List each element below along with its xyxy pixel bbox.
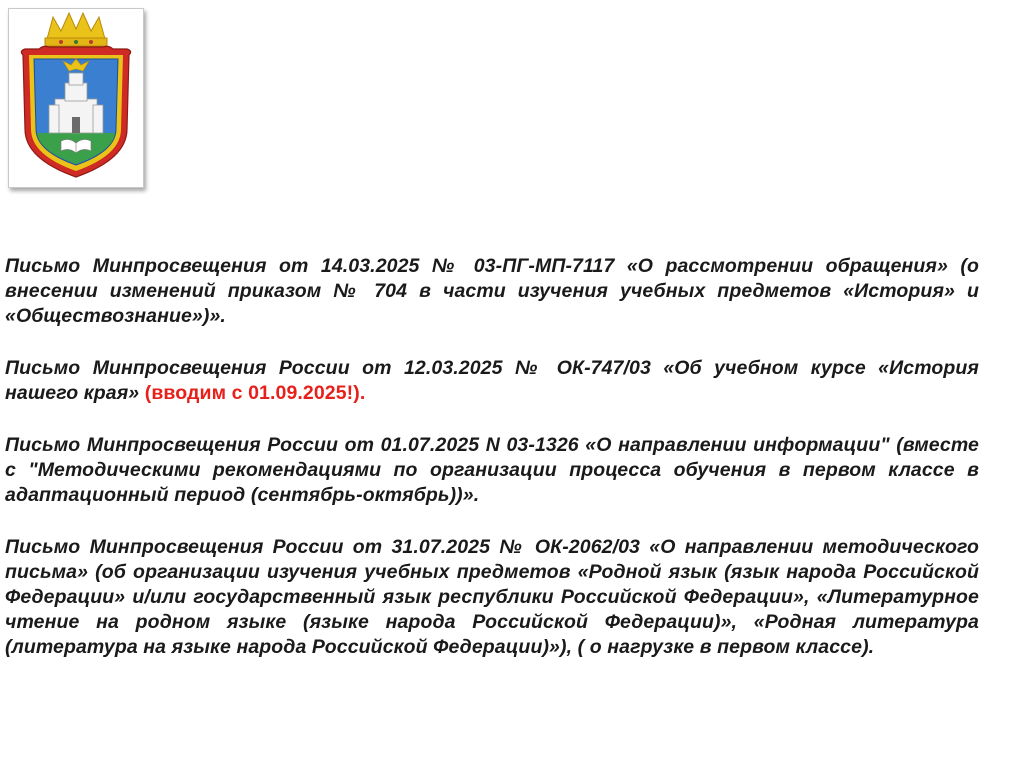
letter-text: Письмо Минпросвещения России от 31.07.2025 № ОК-2062/03 «О направлении методического письма» (об организации изучения учебных предметов «Родной язык (язык народа Российской Федерации» и/или государственный язык республики Российской Федерации», «Литературное чтение на родном языке (языке народа Российской Федерации)», «Родная литература (литература на языке народа Российской Федерации)»), ( о нагрузке в первом классе). bbox=[5, 536, 979, 658]
letter-paragraph-2 bbox=[5, 356, 979, 406]
coat-of-arms-image bbox=[8, 8, 144, 188]
crown-icon bbox=[45, 13, 107, 46]
letter-paragraph-3 bbox=[5, 433, 979, 508]
letter-paragraph-1 bbox=[5, 254, 979, 329]
letter-text: Письмо Минпросвещения от 14.03.2025 № 03-ПГ-МП-7117 «О рассмотрении обращения» (о внесении изменений приказом № 704 в части изучения учебных предметов «История» и «Обществознание»)». bbox=[5, 255, 979, 327]
letter-paragraph-4 bbox=[5, 535, 979, 660]
letter-text: Письмо Минпросвещения России от 12.03.2025 № ОК-747/03 «Об учебном курсе «История нашего края» bbox=[5, 357, 979, 404]
start-date-highlight: (вводим с 01.09.2025!). bbox=[144, 382, 366, 404]
coat-of-arms-icon bbox=[9, 9, 143, 187]
letter-text: Письмо Минпросвещения России от 01.07.2025 N 03-1326 «О направлении информации" (вместе с "Методическими рекомендациями по организации процесса обучения в первом классе в адаптационный период (сентябрь-октябрь))». bbox=[5, 434, 979, 506]
letters-list bbox=[5, 254, 979, 660]
